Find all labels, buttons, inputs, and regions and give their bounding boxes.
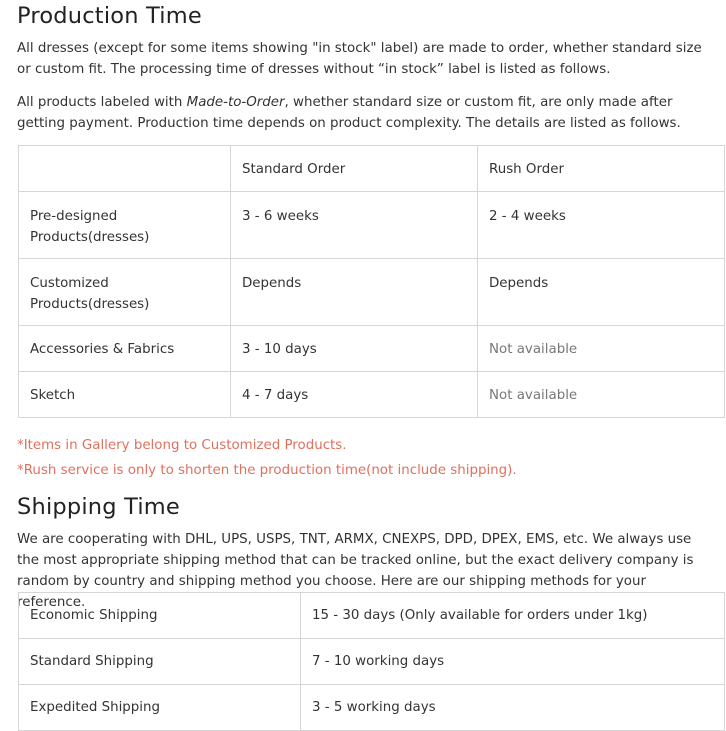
note-gallery: *Items in Gallery belong to Customized Products. <box>17 438 347 453</box>
shipping-duration-cell: 3 - 5 working days <box>301 685 725 731</box>
product-type-cell: Accessories & Fabrics <box>19 326 231 372</box>
production-header-empty <box>19 146 231 192</box>
shipping-method-cell: Standard Shipping <box>19 639 301 685</box>
shipping-duration-cell: 15 - 30 days (Only available for orders under 1kg) <box>301 593 725 639</box>
made-to-order-emphasis: Made-to-Order <box>186 95 285 110</box>
shipping-method-cell: Expedited Shipping <box>19 685 301 731</box>
production-header-rush: Rush Order <box>478 146 725 192</box>
rush-order-cell: Not available <box>478 372 725 418</box>
production-intro: All dresses (except for some items showing "in stock" label) are made to order, whether standard size or custom fit. The processing time of dresses without “in stock” label is listed as follows. <box>17 41 702 77</box>
table-row <box>19 372 725 418</box>
standard-order-cell: 3 - 10 days <box>231 326 478 372</box>
production-header-standard: Standard Order <box>231 146 478 192</box>
shipping-intro: We are cooperating with DHL, UPS, USPS, TNT, ARMX, CNEXPS, DPD, DPEX, EMS, etc. We always use the most appropriate shipping method that can be tracked online, but the exact delivery company is random by country and shipping method you choose. Here are our shipping methods for your reference. <box>17 532 694 610</box>
shipping-time-title: Shipping Time <box>17 494 180 520</box>
shipping-methods-table <box>18 592 725 731</box>
shipping-method-cell: Economic Shipping <box>19 593 301 639</box>
table-row <box>19 685 725 731</box>
standard-order-cell: Depends <box>231 259 478 326</box>
product-type-cell: Sketch <box>19 372 231 418</box>
rush-order-cell: 2 - 4 weeks <box>478 192 725 259</box>
table-row <box>19 639 725 685</box>
shipping-duration-cell: 7 - 10 working days <box>301 639 725 685</box>
product-type-cell: Pre-designed Products(dresses) <box>19 192 231 259</box>
production-time-title: Production Time <box>17 3 202 29</box>
table-row <box>19 593 725 639</box>
table-row <box>19 259 725 326</box>
production-time-table <box>18 145 725 418</box>
production-made-to-order-paragraph: All products labeled with Made-to-Order, whether standard size or custom fit, are only made after getting payment. Production time depends on product complexity. The details are listed as follows. <box>17 95 681 131</box>
note-rush-service: *Rush service is only to shorten the production time(not include shipping). <box>17 463 517 478</box>
product-type-cell: Customized Products(dresses) <box>19 259 231 326</box>
table-row <box>19 192 725 259</box>
standard-order-cell: 4 - 7 days <box>231 372 478 418</box>
rush-order-cell: Not available <box>478 326 725 372</box>
table-row <box>19 326 725 372</box>
production-table-header-row <box>19 146 725 192</box>
standard-order-cell: 3 - 6 weeks <box>231 192 478 259</box>
rush-order-cell: Depends <box>478 259 725 326</box>
